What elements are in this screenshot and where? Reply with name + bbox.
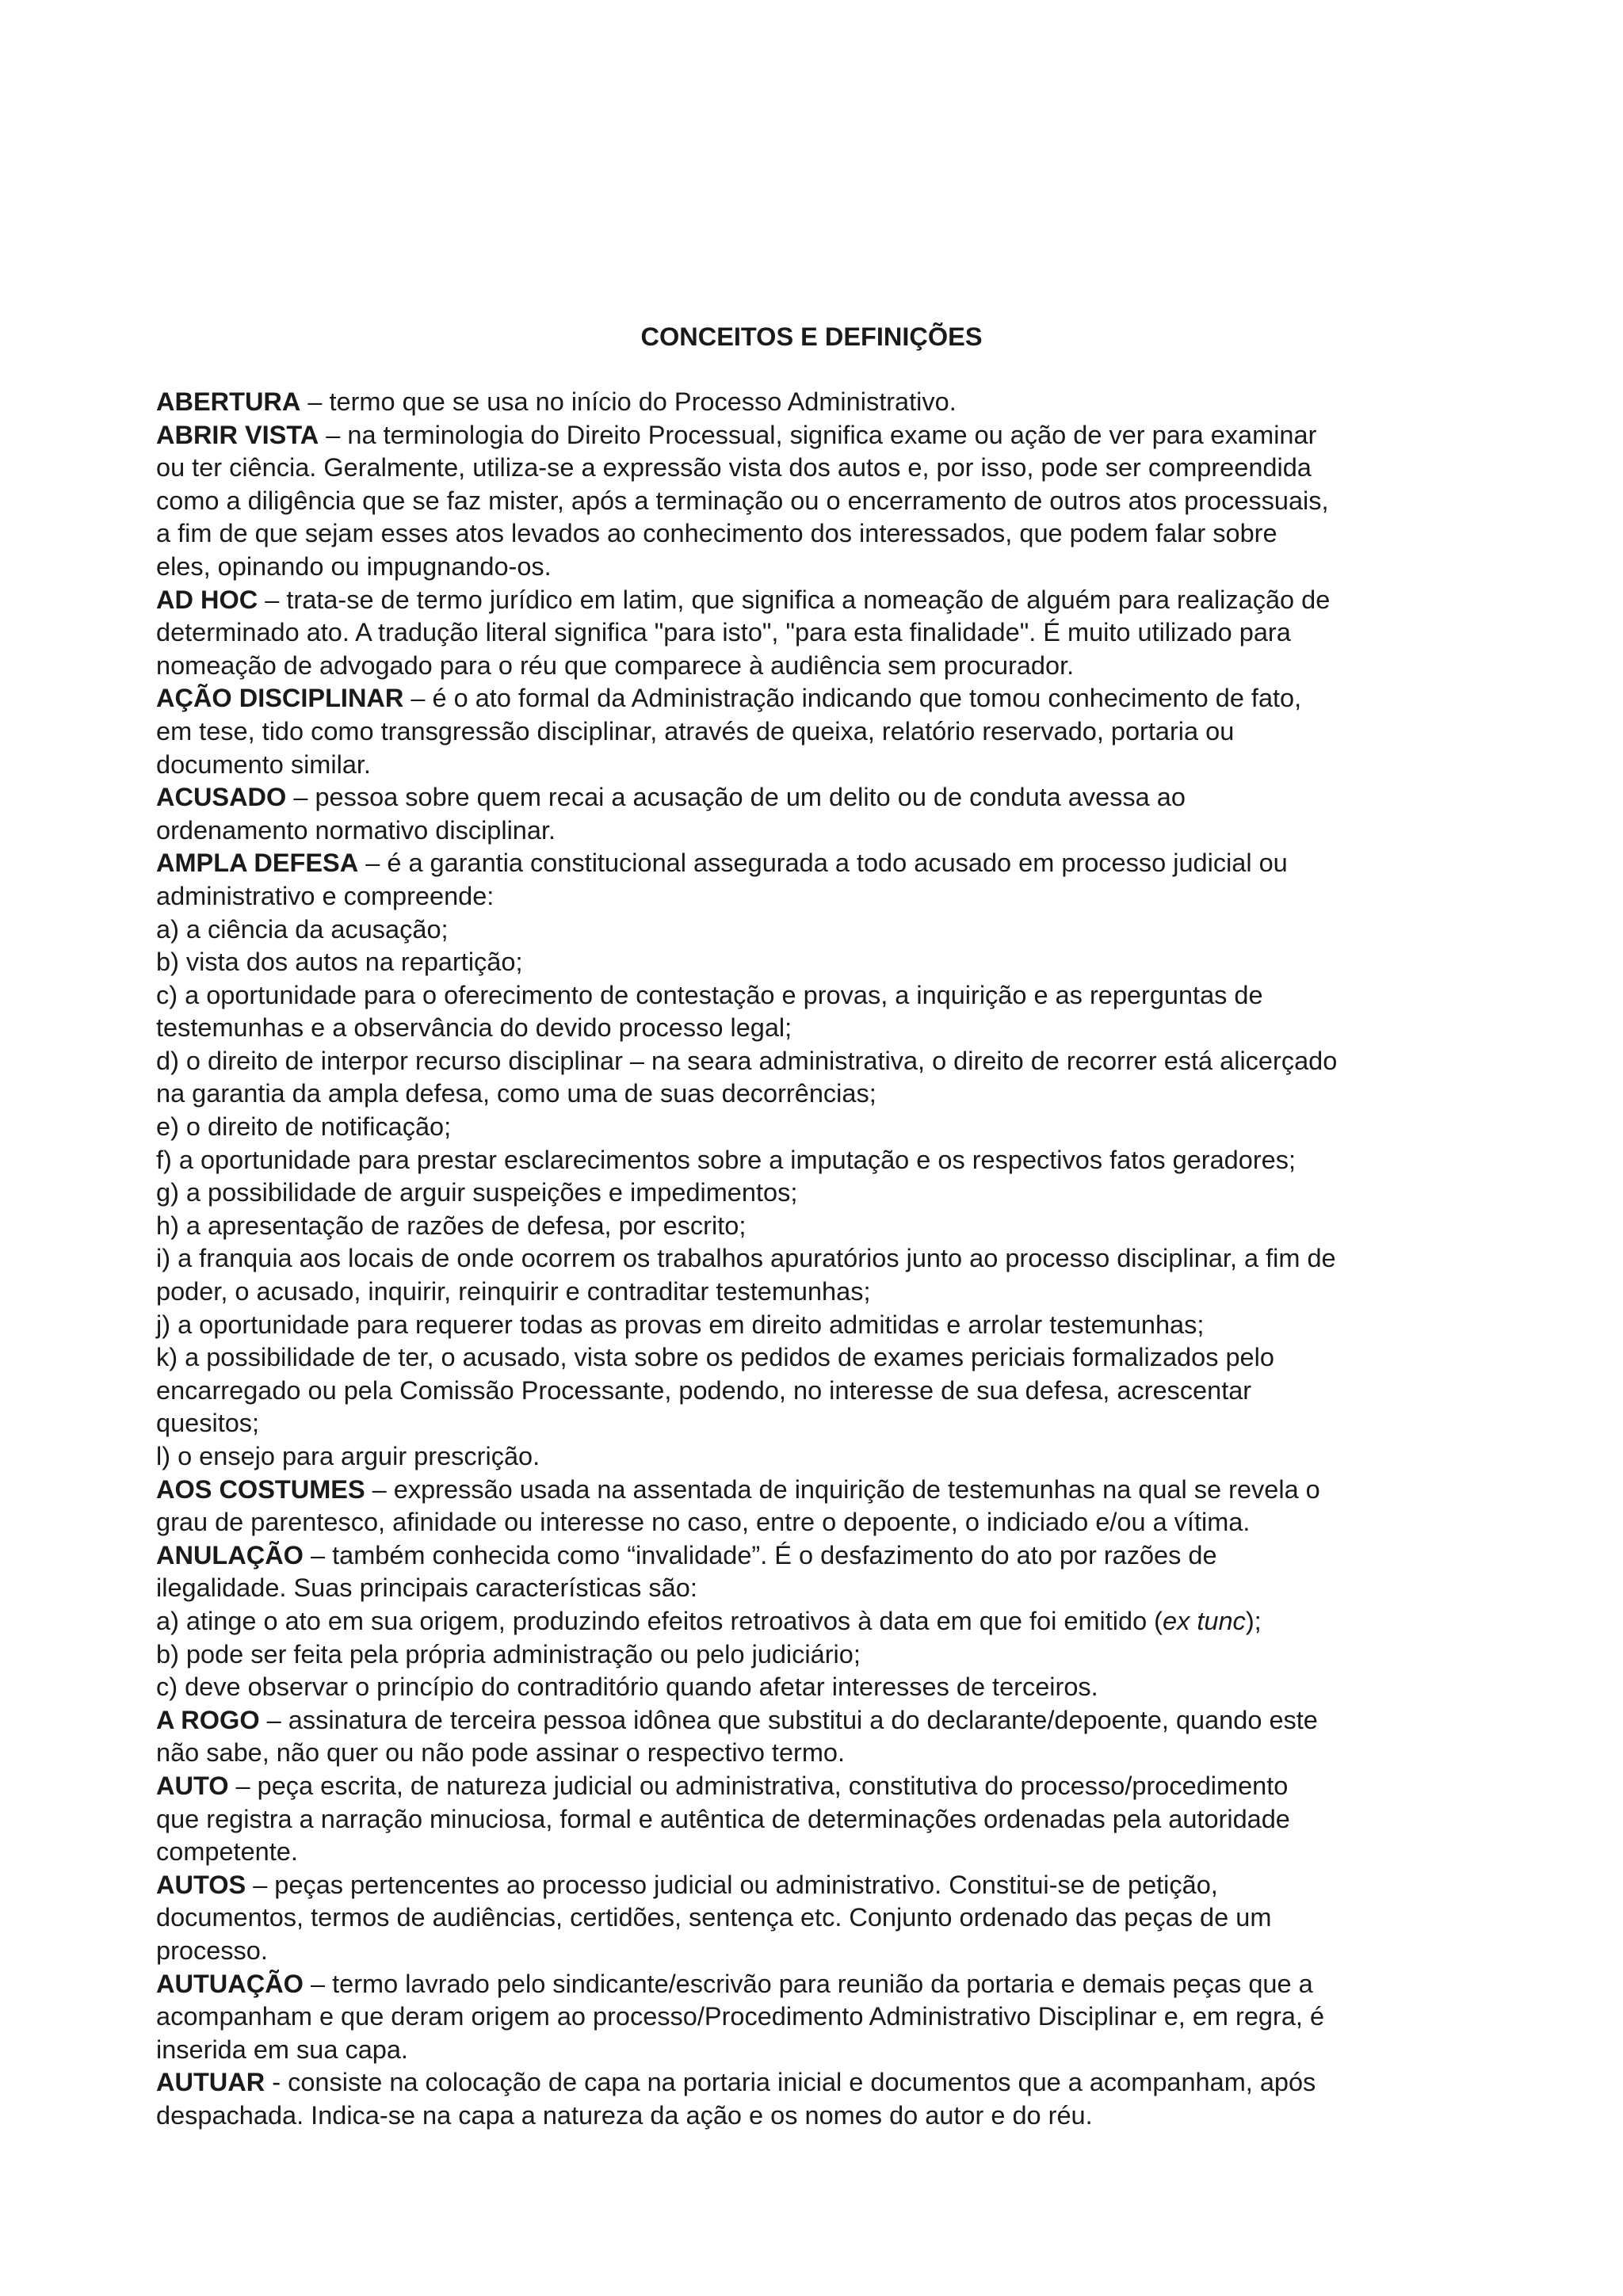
body-text: - consiste na colocação de capa na portaria inicial e documentos que a acompanham, após xyxy=(265,2068,1316,2097)
glossary-term: AD HOC xyxy=(156,585,258,614)
text-line xyxy=(156,1506,1487,1539)
body-text: em tese, tido como transgressão disciplinar, através de queixa, relatório reservado, portaria ou xyxy=(156,716,1235,746)
glossary-term: AMPLA DEFESA xyxy=(156,849,359,878)
glossary-term: AUTUAR xyxy=(156,2068,265,2097)
text-line xyxy=(156,1869,1487,1902)
text-line xyxy=(156,1111,1487,1144)
body-text: poder, o acusado, inquirir, reinquirir e contraditar testemunhas; xyxy=(156,1277,871,1306)
body-text: a) a ciência da acusação; xyxy=(156,914,449,944)
text-line xyxy=(156,2100,1487,2133)
glossary-term: AUTOS xyxy=(156,1870,246,1899)
body-text: documentos, termos de audiências, certidões, sentença etc. Conjunto ordenado das peças de um xyxy=(156,1903,1272,1932)
body-text: despachada. Indica-se na capa a natureza da ação e os nomes do autor e do réu. xyxy=(156,2100,1093,2130)
document-body xyxy=(156,386,1487,2132)
text-line xyxy=(156,682,1487,715)
text-line xyxy=(156,1440,1487,1474)
body-text: determinado ato. A tradução literal significa "para isto", "para esta finalidade". É muito utilizado para xyxy=(156,618,1291,647)
body-text: f) a oportunidade para prestar esclarecimentos sobre a imputação e os respectivos fatos geradores; xyxy=(156,1145,1296,1174)
body-text: na garantia da ampla defesa, como uma de suas decorrências; xyxy=(156,1079,876,1108)
text-line xyxy=(156,1935,1487,1968)
text-line xyxy=(156,517,1487,551)
text-line xyxy=(156,1177,1487,1210)
text-line xyxy=(156,584,1487,617)
body-text: – trata-se de termo jurídico em latim, que significa a nomeação de alguém para realização de xyxy=(258,585,1331,614)
text-line xyxy=(156,1737,1487,1770)
body-text: competente. xyxy=(156,1837,298,1867)
glossary-term: ACUSADO xyxy=(156,783,287,812)
body-text: c) a oportunidade para o oferecimento de contestação e provas, a inquirição e as reperguntas de xyxy=(156,980,1263,1009)
body-text: – termo lavrado pelo sindicante/escrivão para reunião da portaria e demais peças que a xyxy=(303,1969,1313,1998)
text-line xyxy=(156,1605,1487,1638)
text-line xyxy=(156,1407,1487,1440)
text-line xyxy=(156,1638,1487,1672)
body-text: encarregado ou pela Comissão Processante, podendo, no interesse de sua defesa, acrescentar xyxy=(156,1375,1252,1405)
body-text: c) deve observar o princípio do contraditório quando afetar interesses de terceiros. xyxy=(156,1672,1098,1702)
text-line xyxy=(156,781,1487,814)
text-line xyxy=(156,452,1487,485)
body-text: ordenamento normativo disciplinar. xyxy=(156,815,556,845)
body-text: – termo que se usa no início do Processo Administrativo. xyxy=(300,387,957,416)
text-line xyxy=(156,1704,1487,1737)
body-text: que registra a narração minuciosa, formal e autêntica de determinações ordenadas pela autoridade xyxy=(156,1804,1290,1833)
text-line xyxy=(156,2034,1487,2067)
text-line xyxy=(156,1144,1487,1177)
body-text: como a diligência que se faz mister, após a terminação ou o encerramento de outros atos processuais, xyxy=(156,486,1329,515)
glossary-term: AOS COSTUMES xyxy=(156,1474,365,1504)
body-text: acompanham e que deram origem ao processo/Procedimento Administrativo Disciplinar e, em regra, é xyxy=(156,2002,1325,2031)
body-text: – assinatura de terceira pessoa idônea que substitui a do declarante/depoente, quando este xyxy=(259,1705,1318,1734)
text-line xyxy=(156,1012,1487,1045)
text-line xyxy=(156,1770,1487,1803)
body-text: documento similar. xyxy=(156,749,371,779)
text-line xyxy=(156,2066,1487,2100)
text-line xyxy=(156,1210,1487,1243)
body-text: – na terminologia do Direito Processual, significa exame ou ação de ver para examinar xyxy=(319,420,1317,449)
text-line xyxy=(156,1474,1487,1507)
text-line xyxy=(156,1309,1487,1342)
body-text: a fim de que sejam esses atos levados ao conhecimento dos interessados, que podem falar sobre xyxy=(156,519,1277,548)
body-text: testemunhas e a observância do devido processo legal; xyxy=(156,1013,792,1043)
body-text: h) a apresentação de razões de defesa, por escrito; xyxy=(156,1211,747,1240)
glossary-term: AUTUAÇÃO xyxy=(156,1969,304,1998)
body-text: administrativo e compreende: xyxy=(156,881,495,910)
text-line xyxy=(156,847,1487,880)
text-line xyxy=(156,386,1487,419)
body-text: – é o ato formal da Administração indicando que tomou conhecimento de fato, xyxy=(403,684,1302,713)
text-line xyxy=(156,1341,1487,1375)
body-text: b) pode ser feita pela própria administração ou pelo judiciário; xyxy=(156,1639,861,1669)
glossary-term: ANULAÇÃO xyxy=(156,1540,304,1569)
text-line xyxy=(156,1375,1487,1408)
text-line xyxy=(156,1077,1487,1111)
body-text: g) a possibilidade de arguir suspeições e impedimentos; xyxy=(156,1178,798,1207)
text-line xyxy=(156,946,1487,979)
body-text: ); xyxy=(1245,1606,1262,1635)
text-line xyxy=(156,1968,1487,2001)
glossary-term: ABERTURA xyxy=(156,387,301,416)
body-text: não sabe, não quer ou não pode assinar o respectivo termo. xyxy=(156,1738,846,1768)
body-text: b) vista dos autos na repartição; xyxy=(156,948,523,977)
body-text: – peça escrita, de natureza judicial ou administrativa, constitutiva do processo/procedimento xyxy=(228,1771,1289,1800)
text-line xyxy=(156,1671,1487,1704)
text-line xyxy=(156,1803,1487,1836)
body-text: k) a possibilidade de ter, o acusado, vista sobre os pedidos de exames periciais formalizados pelo xyxy=(156,1343,1274,1372)
body-text: i) a franquia aos locais de onde ocorrem os trabalhos apuratórios junto ao processo disciplinar, a fim de xyxy=(156,1244,1336,1273)
text-line xyxy=(156,913,1487,947)
text-line xyxy=(156,1045,1487,1078)
glossary-term: AUTO xyxy=(156,1771,229,1800)
body-text: e) o direito de notificação; xyxy=(156,1112,452,1142)
text-line xyxy=(156,979,1487,1013)
body-text: – é a garantia constitucional assegurada a todo acusado em processo judicial ou xyxy=(358,849,1288,878)
body-text: d) o direito de interpor recurso disciplinar – na seara administrativa, o direito de recorrer está alicerçado xyxy=(156,1046,1338,1075)
italic-text: ex tunc xyxy=(1163,1606,1246,1635)
text-line xyxy=(156,1242,1487,1276)
text-line xyxy=(156,616,1487,650)
body-text: nomeação de advogado para o réu que comparece à audiência sem procurador. xyxy=(156,650,1075,680)
body-text: quesitos; xyxy=(156,1409,260,1438)
text-line xyxy=(156,650,1487,683)
body-text: ou ter ciência. Geralmente, utiliza-se a expressão vista dos autos e, por isso, pode ser compreendida xyxy=(156,453,1312,482)
text-line xyxy=(156,749,1487,782)
text-line xyxy=(156,880,1487,913)
body-text: j) a oportunidade para requerer todas as provas em direito admitidas e arrolar testemunhas; xyxy=(156,1310,1205,1339)
body-text: l) o ensejo para arguir prescrição. xyxy=(156,1442,540,1470)
body-text: – pessoa sobre quem recai a acusação de um delito ou de conduta avessa ao xyxy=(286,783,1186,812)
body-text: ilegalidade. Suas principais características são: xyxy=(156,1573,697,1603)
body-text: grau de parentesco, afinidade ou interesse no caso, entre o depoente, o indiciado e/ou a vítima. xyxy=(156,1508,1251,1537)
text-line xyxy=(156,551,1487,584)
body-text: – também conhecida como “invalidade”. É o desfazimento do ato por razões de xyxy=(303,1540,1217,1569)
text-line xyxy=(156,1276,1487,1309)
glossary-term: A ROGO xyxy=(156,1705,260,1734)
text-line xyxy=(156,1572,1487,1605)
text-line xyxy=(156,814,1487,848)
glossary-term: AÇÃO DISCIPLINAR xyxy=(156,684,404,713)
body-text: – expressão usada na assentada de inquirição de testemunhas na qual se revela o xyxy=(365,1474,1320,1504)
body-text: inserida em sua capa. xyxy=(156,2035,408,2064)
text-line xyxy=(156,2000,1487,2034)
text-line xyxy=(156,715,1487,749)
body-text: a) atinge o ato em sua origem, produzindo efeitos retroativos à data em que foi emitido ( xyxy=(156,1606,1163,1635)
text-line xyxy=(156,1836,1487,1869)
text-line xyxy=(156,1539,1487,1573)
text-line xyxy=(156,1901,1487,1935)
body-text: – peças pertencentes ao processo judicial ou administrativo. Constitui-se de petição, xyxy=(246,1870,1218,1899)
text-line xyxy=(156,485,1487,518)
text-line xyxy=(156,419,1487,452)
body-text: processo. xyxy=(156,1936,268,1965)
body-text: eles, opinando ou impugnando-os. xyxy=(156,551,552,581)
glossary-term: ABRIR VISTA xyxy=(156,420,319,449)
document-title: CONCEITOS E DEFINIÇÕES xyxy=(640,322,983,351)
